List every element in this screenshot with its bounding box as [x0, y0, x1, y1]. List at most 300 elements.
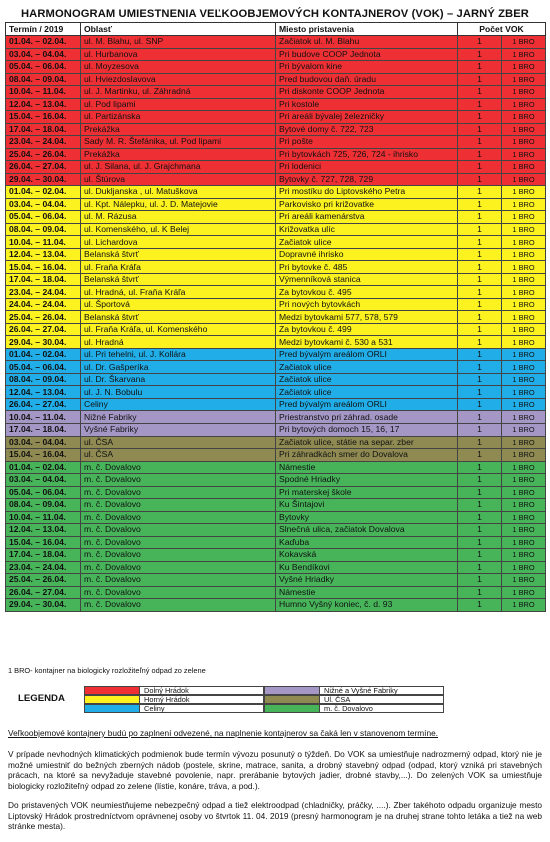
- cell-place: Pri pošte: [276, 136, 458, 149]
- cell-area: ul. Dr. Gašperíka: [81, 361, 276, 374]
- cell-count: 1: [458, 499, 502, 512]
- cell-area: ul. J. Silana, ul. J. Grajchmana: [81, 161, 276, 174]
- cell-area: m. č. Dovalovo: [81, 586, 276, 599]
- cell-count: 1: [458, 549, 502, 562]
- cell-count: 1: [458, 136, 502, 149]
- cell-term: 15.04. – 16.04.: [6, 261, 81, 274]
- cell-term: 05.04. – 06.04.: [6, 361, 81, 374]
- cell-place: Pri kostole: [276, 98, 458, 111]
- legend-row: [84, 704, 444, 713]
- cell-bro: 1 BRO: [502, 236, 546, 249]
- table-row: [6, 574, 546, 587]
- cell-area: ul. Dr. Škarvana: [81, 373, 276, 386]
- table-row: [6, 323, 546, 336]
- cell-count: 1: [458, 48, 502, 61]
- cell-bro: 1 BRO: [502, 248, 546, 261]
- cell-bro: 1 BRO: [502, 599, 546, 612]
- table-row: [6, 474, 546, 487]
- cell-bro: 1 BRO: [502, 73, 546, 86]
- table-row: [6, 461, 546, 474]
- cell-place: Začiatok ulice: [276, 373, 458, 386]
- cell-bro: 1 BRO: [502, 411, 546, 424]
- table-row: [6, 261, 546, 274]
- cell-place: Pri budove COOP Jednota: [276, 48, 458, 61]
- document-title: HARMONOGRAM UMIESTNENIA VEĽKOOBJEMOVÝCH KONTAJNEROV (VOK) – JARNÝ ZBER: [21, 8, 529, 20]
- table-row: [6, 186, 546, 199]
- table-row: [6, 436, 546, 449]
- cell-count: 1: [458, 536, 502, 549]
- table-row: [6, 148, 546, 161]
- cell-count: 1: [458, 574, 502, 587]
- cell-count: 1: [458, 123, 502, 136]
- cell-term: 29.04. – 30.04.: [6, 599, 81, 612]
- cell-area: Sady M. R. Štefánika, ul. Pod lipami: [81, 136, 276, 149]
- legend-item: [264, 704, 444, 713]
- cell-term: 26.04. – 27.04.: [6, 398, 81, 411]
- cell-bro: 1 BRO: [502, 186, 546, 199]
- legend-swatch: [84, 686, 140, 695]
- table-header-row: [6, 23, 546, 36]
- cell-term: 01.04. – 02.04.: [6, 348, 81, 361]
- cell-area: m. č. Dovalovo: [81, 561, 276, 574]
- cell-term: 08.04. – 09.04.: [6, 223, 81, 236]
- cell-area: ul. Pod lipami: [81, 98, 276, 111]
- cell-area: Vyšné Fabriky: [81, 423, 276, 436]
- table-row: [6, 223, 546, 236]
- legend-title: LEGENDA: [18, 693, 65, 704]
- cell-term: 05.04. – 06.04.: [6, 61, 81, 74]
- cell-bro: 1 BRO: [502, 474, 546, 487]
- cell-count: 1: [458, 161, 502, 174]
- cell-place: Pri lodenici: [276, 161, 458, 174]
- footnote: 1 BRO- kontajner na biologicky rozložiteľný odpad zo zelene: [8, 666, 206, 675]
- cell-term: 08.04. – 09.04.: [6, 373, 81, 386]
- paragraph-hazardous-waste: Do pristavených VOK neumiestňujeme nebezpečný odpad a tiež elektroodpad (chladničky, práčky, ....). Zber takéhoto odpadu organizuje mesto Liptovský Hrádok prostredníctvom oprávnenej osoby vo štvrtok 11. 04. 2019 (presný harmonogram je na druhej strane tohto letáka a tiež na web stránke mesta).: [8, 800, 542, 832]
- cell-term: 23.04. – 24.04.: [6, 561, 81, 574]
- cell-bro: 1 BRO: [502, 561, 546, 574]
- table-row: [6, 298, 546, 311]
- cell-count: 1: [458, 599, 502, 612]
- cell-place: Námestie: [276, 586, 458, 599]
- cell-bro: 1 BRO: [502, 549, 546, 562]
- cell-term: 23.04. – 24.04.: [6, 136, 81, 149]
- notice-underlined: Veľkoobjemové kontajnery budú po zaplnení odvezené, na naplnenie kontajnerov sa čaká len v stanovenom termíne.: [8, 728, 438, 738]
- cell-bro: 1 BRO: [502, 311, 546, 324]
- cell-area: m. č. Dovalovo: [81, 599, 276, 612]
- cell-count: 1: [458, 261, 502, 274]
- cell-area: m. č. Dovalovo: [81, 549, 276, 562]
- cell-count: 1: [458, 386, 502, 399]
- cell-area: ul. Fraňa Kráľa, ul. Komenského: [81, 323, 276, 336]
- cell-area: ul. Športová: [81, 298, 276, 311]
- cell-bro: 1 BRO: [502, 36, 546, 49]
- cell-place: Kokavská: [276, 549, 458, 562]
- cell-area: ul. Pri tehelni, ul. J. Kollára: [81, 348, 276, 361]
- cell-term: 01.04. – 02.04.: [6, 186, 81, 199]
- cell-count: 1: [458, 486, 502, 499]
- cell-term: 24.04. – 24.04.: [6, 298, 81, 311]
- cell-term: 17.04. – 18.04.: [6, 123, 81, 136]
- legend-swatch: [264, 695, 320, 704]
- cell-bro: 1 BRO: [502, 461, 546, 474]
- cell-bro: 1 BRO: [502, 123, 546, 136]
- cell-term: 15.04. – 16.04.: [6, 536, 81, 549]
- cell-area: Prekážka: [81, 148, 276, 161]
- legend-row: [84, 686, 444, 695]
- cell-count: 1: [458, 248, 502, 261]
- header-place: Miesto pristavenia: [276, 23, 458, 36]
- cell-bro: 1 BRO: [502, 298, 546, 311]
- cell-term: 01.04. – 02.04.: [6, 36, 81, 49]
- table-row: [6, 286, 546, 299]
- cell-place: Začiatok ulice: [276, 236, 458, 249]
- table-row: [6, 198, 546, 211]
- cell-bro: 1 BRO: [502, 86, 546, 99]
- cell-bro: 1 BRO: [502, 586, 546, 599]
- cell-place: Výmenníková stanica: [276, 273, 458, 286]
- cell-place: Ku Šintajovi: [276, 499, 458, 512]
- cell-term: 12.04. – 13.04.: [6, 98, 81, 111]
- legend-item: [84, 704, 264, 713]
- cell-area: m. č. Dovalovo: [81, 474, 276, 487]
- table-row: [6, 348, 546, 361]
- cell-bro: 1 BRO: [502, 223, 546, 236]
- table-row: [6, 386, 546, 399]
- cell-term: 08.04. – 09.04.: [6, 73, 81, 86]
- cell-count: 1: [458, 236, 502, 249]
- header-count: Počet VOK: [458, 23, 546, 36]
- cell-area: Belanská štvrť: [81, 273, 276, 286]
- cell-count: 1: [458, 36, 502, 49]
- cell-bro: 1 BRO: [502, 436, 546, 449]
- cell-term: 25.04. – 26.04.: [6, 311, 81, 324]
- cell-area: ul. Fraňa Kráľa: [81, 261, 276, 274]
- cell-count: 1: [458, 361, 502, 374]
- table-row: [6, 273, 546, 286]
- cell-count: 1: [458, 73, 502, 86]
- cell-term: 26.04. – 27.04.: [6, 323, 81, 336]
- table-row: [6, 361, 546, 374]
- cell-count: 1: [458, 348, 502, 361]
- legend-row: [84, 695, 444, 704]
- cell-area: ul. Hradná: [81, 336, 276, 349]
- header-area: Oblasť: [81, 23, 276, 36]
- cell-area: m. č. Dovalovo: [81, 461, 276, 474]
- cell-bro: 1 BRO: [502, 161, 546, 174]
- cell-place: Križovatka ulíc: [276, 223, 458, 236]
- cell-area: m. č. Dovalovo: [81, 511, 276, 524]
- cell-place: Medzi bytovkami 577, 578, 579: [276, 311, 458, 324]
- cell-count: 1: [458, 111, 502, 124]
- cell-place: Pred budovou daň. úradu: [276, 73, 458, 86]
- cell-count: 1: [458, 298, 502, 311]
- cell-area: ul. Hurbanova: [81, 48, 276, 61]
- cell-term: 17.04. – 18.04.: [6, 423, 81, 436]
- cell-bro: 1 BRO: [502, 499, 546, 512]
- cell-place: Začiatok ulice: [276, 361, 458, 374]
- table-row: [6, 61, 546, 74]
- cell-term: 17.04. – 18.04.: [6, 273, 81, 286]
- table-row: [6, 398, 546, 411]
- cell-place: Bytové domy č. 722, 723: [276, 123, 458, 136]
- legend-swatch: [264, 686, 320, 695]
- cell-bro: 1 BRO: [502, 574, 546, 587]
- cell-count: 1: [458, 398, 502, 411]
- cell-area: ul. M. Rázusa: [81, 211, 276, 224]
- cell-area: ul. Dukljanska , ul. Matuškova: [81, 186, 276, 199]
- cell-bro: 1 BRO: [502, 524, 546, 537]
- cell-count: 1: [458, 461, 502, 474]
- cell-area: ul. J. Martinku, ul. Záhradná: [81, 86, 276, 99]
- cell-area: m. č. Dovalovo: [81, 499, 276, 512]
- legend-item: [264, 686, 444, 695]
- header-term: Termín / 2019: [6, 23, 81, 36]
- cell-place: Slnečná ulica, začiatok Dovalova: [276, 524, 458, 537]
- legend-label: Ul. ČSA: [320, 695, 444, 704]
- cell-bro: 1 BRO: [502, 323, 546, 336]
- table-row: [6, 111, 546, 124]
- cell-count: 1: [458, 286, 502, 299]
- cell-place: Vyšné Hriadky: [276, 574, 458, 587]
- cell-term: 25.04. – 26.04.: [6, 148, 81, 161]
- cell-term: 26.04. – 27.04.: [6, 161, 81, 174]
- legend-swatch: [84, 704, 140, 713]
- cell-bro: 1 BRO: [502, 98, 546, 111]
- cell-area: Belanská štvrť: [81, 248, 276, 261]
- table-row: [6, 511, 546, 524]
- cell-bro: 1 BRO: [502, 536, 546, 549]
- cell-place: Pri bytovkách 725, 726, 724 - ihrisko: [276, 148, 458, 161]
- cell-place: Bytovky: [276, 511, 458, 524]
- legend-item: [84, 686, 264, 695]
- cell-bro: 1 BRO: [502, 348, 546, 361]
- cell-count: 1: [458, 323, 502, 336]
- cell-bro: 1 BRO: [502, 211, 546, 224]
- cell-place: Pri areáli kamenárstva: [276, 211, 458, 224]
- table-row: [6, 98, 546, 111]
- cell-count: 1: [458, 474, 502, 487]
- cell-term: 03.04. – 04.04.: [6, 48, 81, 61]
- cell-place: Začiatok ul. M. Blahu: [276, 36, 458, 49]
- cell-area: ul. Komenského, ul. K Belej: [81, 223, 276, 236]
- cell-area: ul. Partizánska: [81, 111, 276, 124]
- schedule-table: [5, 22, 546, 612]
- cell-bro: 1 BRO: [502, 336, 546, 349]
- cell-bro: 1 BRO: [502, 148, 546, 161]
- cell-bro: 1 BRO: [502, 423, 546, 436]
- cell-bro: 1 BRO: [502, 261, 546, 274]
- cell-count: 1: [458, 436, 502, 449]
- cell-place: Ku Bendíkovi: [276, 561, 458, 574]
- cell-term: 15.04. – 16.04.: [6, 111, 81, 124]
- cell-area: m. č. Dovalovo: [81, 536, 276, 549]
- cell-bro: 1 BRO: [502, 373, 546, 386]
- legend-item: [84, 695, 264, 704]
- cell-count: 1: [458, 524, 502, 537]
- table-row: [6, 173, 546, 186]
- cell-term: 29.04. – 30.04.: [6, 336, 81, 349]
- cell-bro: 1 BRO: [502, 173, 546, 186]
- cell-area: ul. ČSA: [81, 436, 276, 449]
- cell-area: Nižné Fabriky: [81, 411, 276, 424]
- cell-term: 12.04. – 13.04.: [6, 524, 81, 537]
- cell-term: 10.04. – 11.04.: [6, 411, 81, 424]
- cell-count: 1: [458, 373, 502, 386]
- legend: [84, 686, 444, 713]
- cell-count: 1: [458, 311, 502, 324]
- cell-term: 05.04. – 06.04.: [6, 486, 81, 499]
- legend-label: Nižné a Vyšné Fabriky: [320, 686, 444, 695]
- cell-count: 1: [458, 61, 502, 74]
- cell-bro: 1 BRO: [502, 48, 546, 61]
- cell-bro: 1 BRO: [502, 111, 546, 124]
- cell-count: 1: [458, 198, 502, 211]
- cell-place: Priestranstvo pri záhrad. osade: [276, 411, 458, 424]
- table-row: [6, 549, 546, 562]
- cell-term: 29.04. – 30.04.: [6, 173, 81, 186]
- table-row: [6, 524, 546, 537]
- cell-area: ul. Lichardova: [81, 236, 276, 249]
- legend-label: Dolný Hrádok: [140, 686, 264, 695]
- cell-bro: 1 BRO: [502, 486, 546, 499]
- table-row: [6, 536, 546, 549]
- cell-place: Začiatok ulice, státie na separ. zber: [276, 436, 458, 449]
- legend-label: Celiny: [140, 704, 264, 713]
- cell-place: Kaďuba: [276, 536, 458, 549]
- cell-count: 1: [458, 173, 502, 186]
- cell-count: 1: [458, 561, 502, 574]
- cell-place: Námestie: [276, 461, 458, 474]
- legend-swatch: [264, 704, 320, 713]
- cell-place: Pri materskej škole: [276, 486, 458, 499]
- cell-count: 1: [458, 586, 502, 599]
- table-row: [6, 599, 546, 612]
- cell-count: 1: [458, 86, 502, 99]
- cell-place: Pred bývalým areálom ORLI: [276, 398, 458, 411]
- table-row: [6, 73, 546, 86]
- cell-count: 1: [458, 411, 502, 424]
- cell-place: Bytovky č. 727, 728, 729: [276, 173, 458, 186]
- cell-bro: 1 BRO: [502, 136, 546, 149]
- cell-term: 12.04. – 13.04.: [6, 386, 81, 399]
- cell-place: Pred bývalým areálom ORLI: [276, 348, 458, 361]
- table-row: [6, 248, 546, 261]
- cell-count: 1: [458, 511, 502, 524]
- cell-term: 17.04. – 18.04.: [6, 549, 81, 562]
- cell-term: 15.04. – 16.04.: [6, 449, 81, 462]
- cell-term: 26.04. – 27.04.: [6, 586, 81, 599]
- cell-bro: 1 BRO: [502, 361, 546, 374]
- cell-count: 1: [458, 223, 502, 236]
- table-row: [6, 311, 546, 324]
- cell-place: Pri nových bytovkách: [276, 298, 458, 311]
- cell-bro: 1 BRO: [502, 286, 546, 299]
- cell-bro: 1 BRO: [502, 198, 546, 211]
- cell-count: 1: [458, 423, 502, 436]
- cell-area: m. č. Dovalovo: [81, 524, 276, 537]
- cell-term: 05.04. – 06.04.: [6, 211, 81, 224]
- cell-bro: 1 BRO: [502, 511, 546, 524]
- table-row: [6, 36, 546, 49]
- cell-area: ul. Hviezdoslavova: [81, 73, 276, 86]
- table-row: [6, 586, 546, 599]
- cell-area: ul. ČSA: [81, 449, 276, 462]
- cell-area: ul. M. Blahu, ul. SNP: [81, 36, 276, 49]
- table-row: [6, 336, 546, 349]
- legend-item: [264, 695, 444, 704]
- table-row: [6, 499, 546, 512]
- cell-term: 03.04. – 04.04.: [6, 436, 81, 449]
- table-row: [6, 449, 546, 462]
- cell-place: Pri bytových domoch 15, 16, 17: [276, 423, 458, 436]
- table-row: [6, 236, 546, 249]
- cell-term: 23.04. – 24.04.: [6, 286, 81, 299]
- cell-place: Pri záhradkách smer do Dovalova: [276, 449, 458, 462]
- cell-bro: 1 BRO: [502, 61, 546, 74]
- cell-term: 10.04. – 11.04.: [6, 511, 81, 524]
- table-row: [6, 561, 546, 574]
- cell-area: ul. Hradná, ul. Fraňa Kráľa: [81, 286, 276, 299]
- cell-count: 1: [458, 186, 502, 199]
- cell-term: 08.04. – 09.04.: [6, 499, 81, 512]
- cell-place: Medzi bytovkami č. 530 a 531: [276, 336, 458, 349]
- cell-term: 10.04. – 11.04.: [6, 86, 81, 99]
- cell-place: Spodné Hriadky: [276, 474, 458, 487]
- cell-term: 12.04. – 13.04.: [6, 248, 81, 261]
- cell-term: 25.04. – 26.04.: [6, 574, 81, 587]
- cell-count: 1: [458, 211, 502, 224]
- cell-area: Prekážka: [81, 123, 276, 136]
- cell-area: m. č. Dovalovo: [81, 574, 276, 587]
- cell-area: Celiny: [81, 398, 276, 411]
- cell-term: 03.04. – 04.04.: [6, 474, 81, 487]
- table-row: [6, 373, 546, 386]
- cell-bro: 1 BRO: [502, 273, 546, 286]
- cell-place: Parkovisko pri križovatke: [276, 198, 458, 211]
- cell-place: Humno Vyšný koniec, č. d. 93: [276, 599, 458, 612]
- cell-term: 03.04. – 04.04.: [6, 198, 81, 211]
- cell-place: Za bytovkou č. 499: [276, 323, 458, 336]
- legend-swatch: [84, 695, 140, 704]
- cell-area: m. č. Dovalovo: [81, 486, 276, 499]
- table-row: [6, 161, 546, 174]
- cell-place: Pri mostíku do Liptovského Petra: [276, 186, 458, 199]
- cell-bro: 1 BRO: [502, 398, 546, 411]
- cell-count: 1: [458, 148, 502, 161]
- cell-count: 1: [458, 449, 502, 462]
- cell-area: Belanská štvrť: [81, 311, 276, 324]
- legend-label: m. č. Dovalovo: [320, 704, 444, 713]
- table-row: [6, 48, 546, 61]
- table-row: [6, 86, 546, 99]
- legend-label: Horný Hrádok: [140, 695, 264, 704]
- cell-count: 1: [458, 98, 502, 111]
- table-row: [6, 123, 546, 136]
- cell-area: ul. Štúrova: [81, 173, 276, 186]
- cell-place: Pri bytovke č. 485: [276, 261, 458, 274]
- cell-place: Pri diskonte COOP Jednota: [276, 86, 458, 99]
- cell-place: Dopravné ihrisko: [276, 248, 458, 261]
- cell-area: ul. J. N. Bobulu: [81, 386, 276, 399]
- cell-count: 1: [458, 336, 502, 349]
- table-row: [6, 486, 546, 499]
- cell-area: ul. Kpt. Nálepku, ul. J. D. Matejovie: [81, 198, 276, 211]
- table-row: [6, 211, 546, 224]
- schedule-rows: [6, 36, 546, 612]
- paragraph-weather-and-contents: V prípade nevhodných klimatických podmienok bude termín vývozu posunutý o týždeň. Do VOK sa umiestňuje nadrozmerný odpad, ktorý nie je možné umiestniť do bežných zberných nádob (postele, skrine, matrace, sanita, a drobný stavebný odpad (odpad, ktorý vzniká pri stavebných prácach, na ktoré sa nevyžaduje stavebné povolenie, napr. prerábanie bytových jadier, drobné stavby,...). Do zelených VOK sa umiestňuje biologicky rozložiteľný odpad zo zelene (lístie, konáre, tráva, a pod.).: [8, 749, 542, 791]
- cell-term: 01.04. – 02.04.: [6, 461, 81, 474]
- table-row: [6, 423, 546, 436]
